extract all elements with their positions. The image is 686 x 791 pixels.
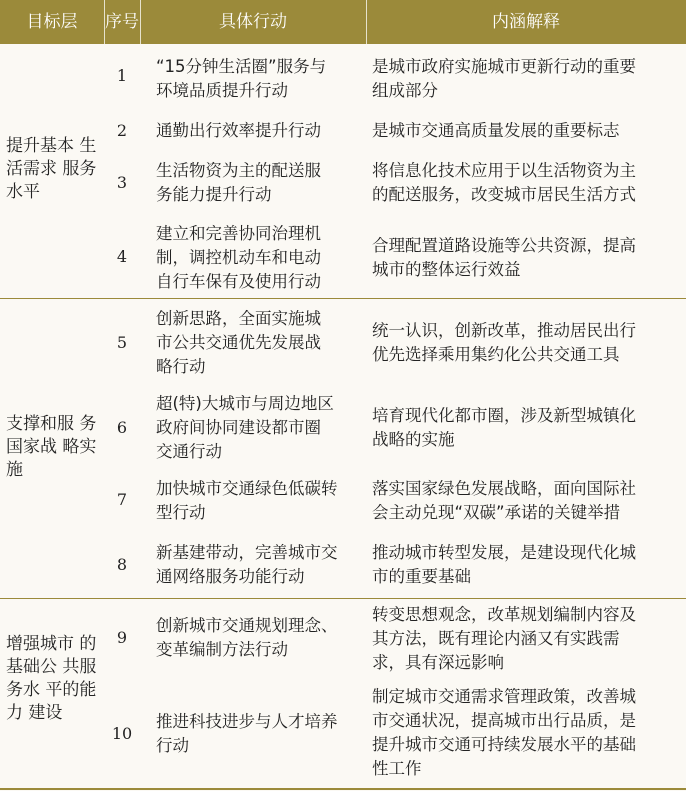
row-meaning: 是城市交通高质量发展的重要标志 [372, 121, 620, 140]
header-target-layer: 目标层 [26, 12, 78, 32]
row-meaning: 合理配置道路设施等公共资源，提高 城市的整体运行效益 [372, 236, 636, 279]
group-label: 增强城市 的基础公 共服务水 平的能力 建设 [6, 634, 97, 723]
row-action: 超(特)大城市与周边地区 政府间协同建设都市圈 交通行动 [156, 394, 334, 461]
row-action: 加快城市交通绿色低碳转 型行动 [156, 479, 338, 522]
row-meaning: 培育现代化都市圈，涉及新型城镇化 战略的实施 [372, 406, 636, 449]
row-number: 10 [111, 724, 133, 743]
table-header [0, 0, 686, 44]
group-divider [0, 598, 686, 599]
row-action: 创新城市交通规划理念、 变革编制方法行动 [156, 616, 338, 659]
row-meaning: 将信息化技术应用于以生活物资为主 的配送服务，改变城市居民生活方式 [372, 161, 636, 204]
row-number: 2 [116, 121, 128, 140]
row-action: 通勤出行效率提升行动 [156, 121, 321, 140]
row-meaning: 制定城市交通需求管理政策，改善城 市交通状况，提高城市出行品质，是 提升城市交通可持续发展水平的基础 性工作 [372, 687, 636, 778]
row-action: “15分钟生活圈”服务与 环境品质提升行动 [156, 57, 327, 100]
row-action: 新基建带动，完善城市交 通网络服务功能行动 [156, 543, 338, 586]
row-action: 建立和完善协同治理机 制，调控机动车和电动 自行车保有及使用行动 [156, 224, 321, 291]
row-action: 推进科技进步与人才培养 行动 [156, 712, 338, 755]
row-meaning: 转变思想观念，改革规划编制内容及 其方法，既有理论内涵又有实践需 求，具有深远影响 [372, 605, 636, 672]
row-meaning: 统一认识，创新改革，推动居民出行 优先选择乘用集约化公共交通工具 [372, 321, 636, 364]
row-action: 创新思路，全面实施城 市公共交通优先发展战 略行动 [156, 309, 321, 376]
row-number: 7 [116, 490, 128, 509]
row-number: 1 [116, 66, 128, 85]
row-number: 8 [116, 555, 128, 574]
header-number: 序号 [105, 12, 139, 32]
row-meaning: 落实国家绿色发展战略，面向国际社 会主动兑现“双碳”承诺的关键举措 [372, 479, 636, 522]
group-label: 支撑和服 务国家战 略实施 [6, 414, 97, 480]
row-number: 9 [116, 628, 128, 647]
row-number: 4 [116, 247, 128, 266]
group-divider [0, 298, 686, 299]
table-bottom-border [0, 788, 686, 790]
row-meaning: 推动城市转型发展，是建设现代化城 市的重要基础 [372, 543, 636, 586]
header-action: 具体行动 [219, 12, 287, 32]
row-number: 6 [116, 418, 128, 437]
row-number: 5 [116, 333, 128, 352]
header-meaning: 内涵解释 [492, 12, 560, 32]
row-action: 生活物资为主的配送服 务能力提升行动 [156, 161, 321, 204]
row-meaning: 是城市政府实施城市更新行动的重要 组成部分 [372, 57, 636, 100]
row-number: 3 [116, 173, 128, 192]
group-label: 提升基本 生活需求 服务水平 [6, 136, 97, 202]
